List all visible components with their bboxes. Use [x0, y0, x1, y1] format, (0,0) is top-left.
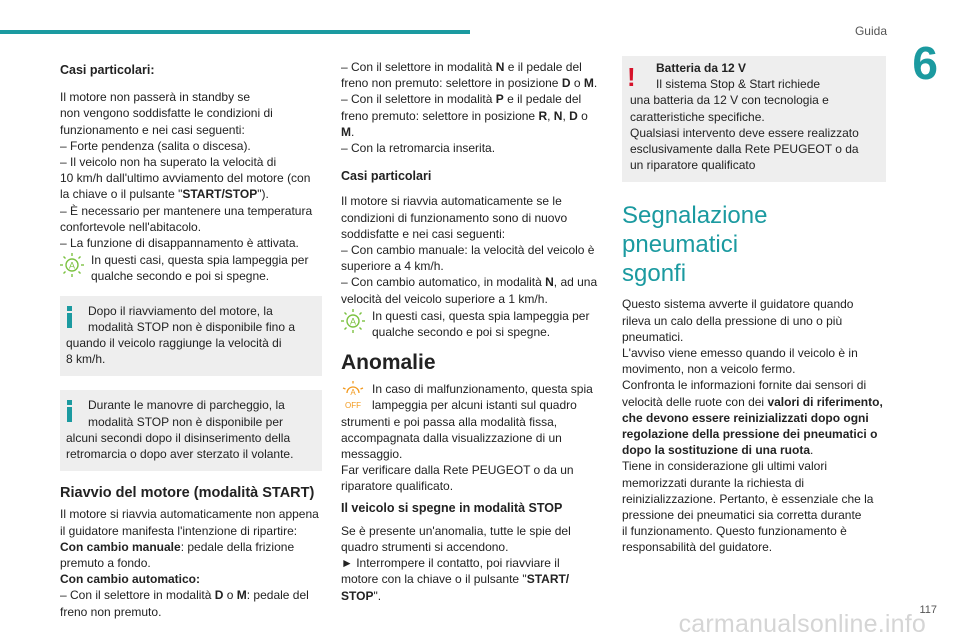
paragraph-restart: Il motore si riavvia automaticamente non appena il guidatore manifesta l'intenzione di ripartire: Con cambio manuale: pedale della frizione premuto a fondo. Con cambio automatico: – Con il selettore in modalità D o M: pedale del freno non premuto. [60, 507, 319, 619]
chapter-number: 6 [912, 37, 938, 89]
off-label: OFF [345, 401, 361, 411]
svg-text:A: A [68, 260, 76, 271]
info-icon [67, 306, 72, 328]
anomaly-note: A OFF In caso di malfunzionamento, questa spia lampeggia per alcuni istanti sul quadro strumenti e poi passa alla modalità fissa, accompagnata dalla visualizzazione di un messaggio. Far verificare dalla Rete PEUGEOT o da un riparatore qualificato. [341, 382, 593, 494]
page-number: 117 [919, 604, 937, 616]
paragraph-stop-failure: Se è presente un'anomalia, tutte le spie del quadro strumenti si accendono. ► Interrompere il contatto, poi riavviare il motore con la chiave o il pulsante "START/ STOP". [341, 523, 571, 603]
header-accent-bar [0, 30, 470, 34]
paragraph-restart-conditions: – Con il selettore in modalità N e il pedale del freno non premuto: selettore in posizione D o M. – Con il selettore in modalità P e il pedale del freno premuto: selettore in posizione R, N, D o M. – Con la retromarcia inserita. [341, 60, 598, 156]
stop-start-lamp-icon [60, 252, 84, 278]
warning-box-battery: ! Batteria da 12 V Il sistema Stop & Start richiede una batteria da 12 V con tecnologia e caratteristiche specifiche. Qualsiasi intervento deve essere realizzato esclusivamente dalla Rete PEUGEOT o da un riparatore qualificato [622, 56, 886, 182]
warning-icon: ! [627, 62, 636, 92]
heading-anomalie: Anomalie [341, 351, 436, 375]
heading-tyre-warning: Segnalazione pneumatici sgonfi [622, 202, 768, 288]
svg-text:A: A [349, 316, 357, 327]
info-icon [67, 400, 72, 422]
info-box-stop-unavailable: Dopo il riavviamento del motore, la modalità STOP non è disponibile fino a quando il veicolo raggiunge la velocità di 8 km/h. [60, 296, 322, 377]
column-middle [341, 56, 605, 604]
stop-start-lamp-icon [341, 308, 365, 334]
lamp-note-2: A In questi casi, questa spia lampeggia per qualche secondo e poi si spegne. [341, 308, 605, 340]
paragraph-auto-restart: Il motore si riavvia automaticamente se le condizioni di funzionamento sono di nuovo soddisfatte e nei casi seguenti: – Con cambio manuale: la velocità del veicolo è superiore a 4 km/h. – Con cambio automatico, in modalità N, ad una velocità del veicolo superiore a 1 km/h. [341, 194, 598, 306]
heading-special-cases: Casi particolari: [60, 63, 155, 77]
watermark: carmanualsonline.info [678, 610, 926, 638]
section-name: Guida [854, 24, 887, 38]
heading-stop-failure: Il veicolo si spegne in modalità STOP [341, 500, 563, 515]
heading-special-cases-2: Casi particolari [341, 169, 432, 184]
column-left [60, 56, 322, 620]
lamp-note: A In questi casi, questa spia lampeggia per qualche secondo e poi si spegne. [60, 252, 322, 284]
column-right [622, 56, 886, 556]
heading-restart: Riavvio del motore (modalità START) [60, 485, 315, 502]
svg-text:A: A [350, 388, 356, 398]
paragraph-standby-conditions: Il motore non passerà in standby se non vengono soddisfatte le condizioni di funzionamento e nei casi seguenti: – Forte pendenza (salita o discesa). – Il veicolo non ha superato la velocità di 10 km/h dall'ultimo avviamento del motore (con la chiave o il pulsante "START/STOP"). – È necessario per mantenere una temperatura confortevole nell'abitacolo. – La funzione di disappannamento è attivata. [60, 90, 313, 251]
paragraph-tyre-system: Questo sistema avverte il guidatore quando rileva un calo della pressione di uno o più pneumatici. L'avviso viene emesso quando il veicolo è in movimento, non a veicolo fermo. Confronta le informazioni fornite dai sensori di velocità delle ruote con dei valori di riferimento, che devono essere reinizializzati dopo ogni regolazione della pressione dei pneumatici o dopo la sostituzione di una ruota. Tiene in considerazione gli ultimi valori memorizzati durante la richiesta di reinizializzazione. Pertanto, è essenziale che la pressione dei pneumatici sia corretta durante il funzionamento. Questo funzionamento è responsabilità del guidatore. [622, 297, 883, 555]
stop-start-off-lamp-icon [341, 381, 365, 411]
info-box-parking: Durante le manovre di parcheggio, la modalità STOP non è disponibile per alcuni secondi dopo il disinserimento della retromarcia o dopo aver sterzato il volante. [60, 390, 322, 471]
